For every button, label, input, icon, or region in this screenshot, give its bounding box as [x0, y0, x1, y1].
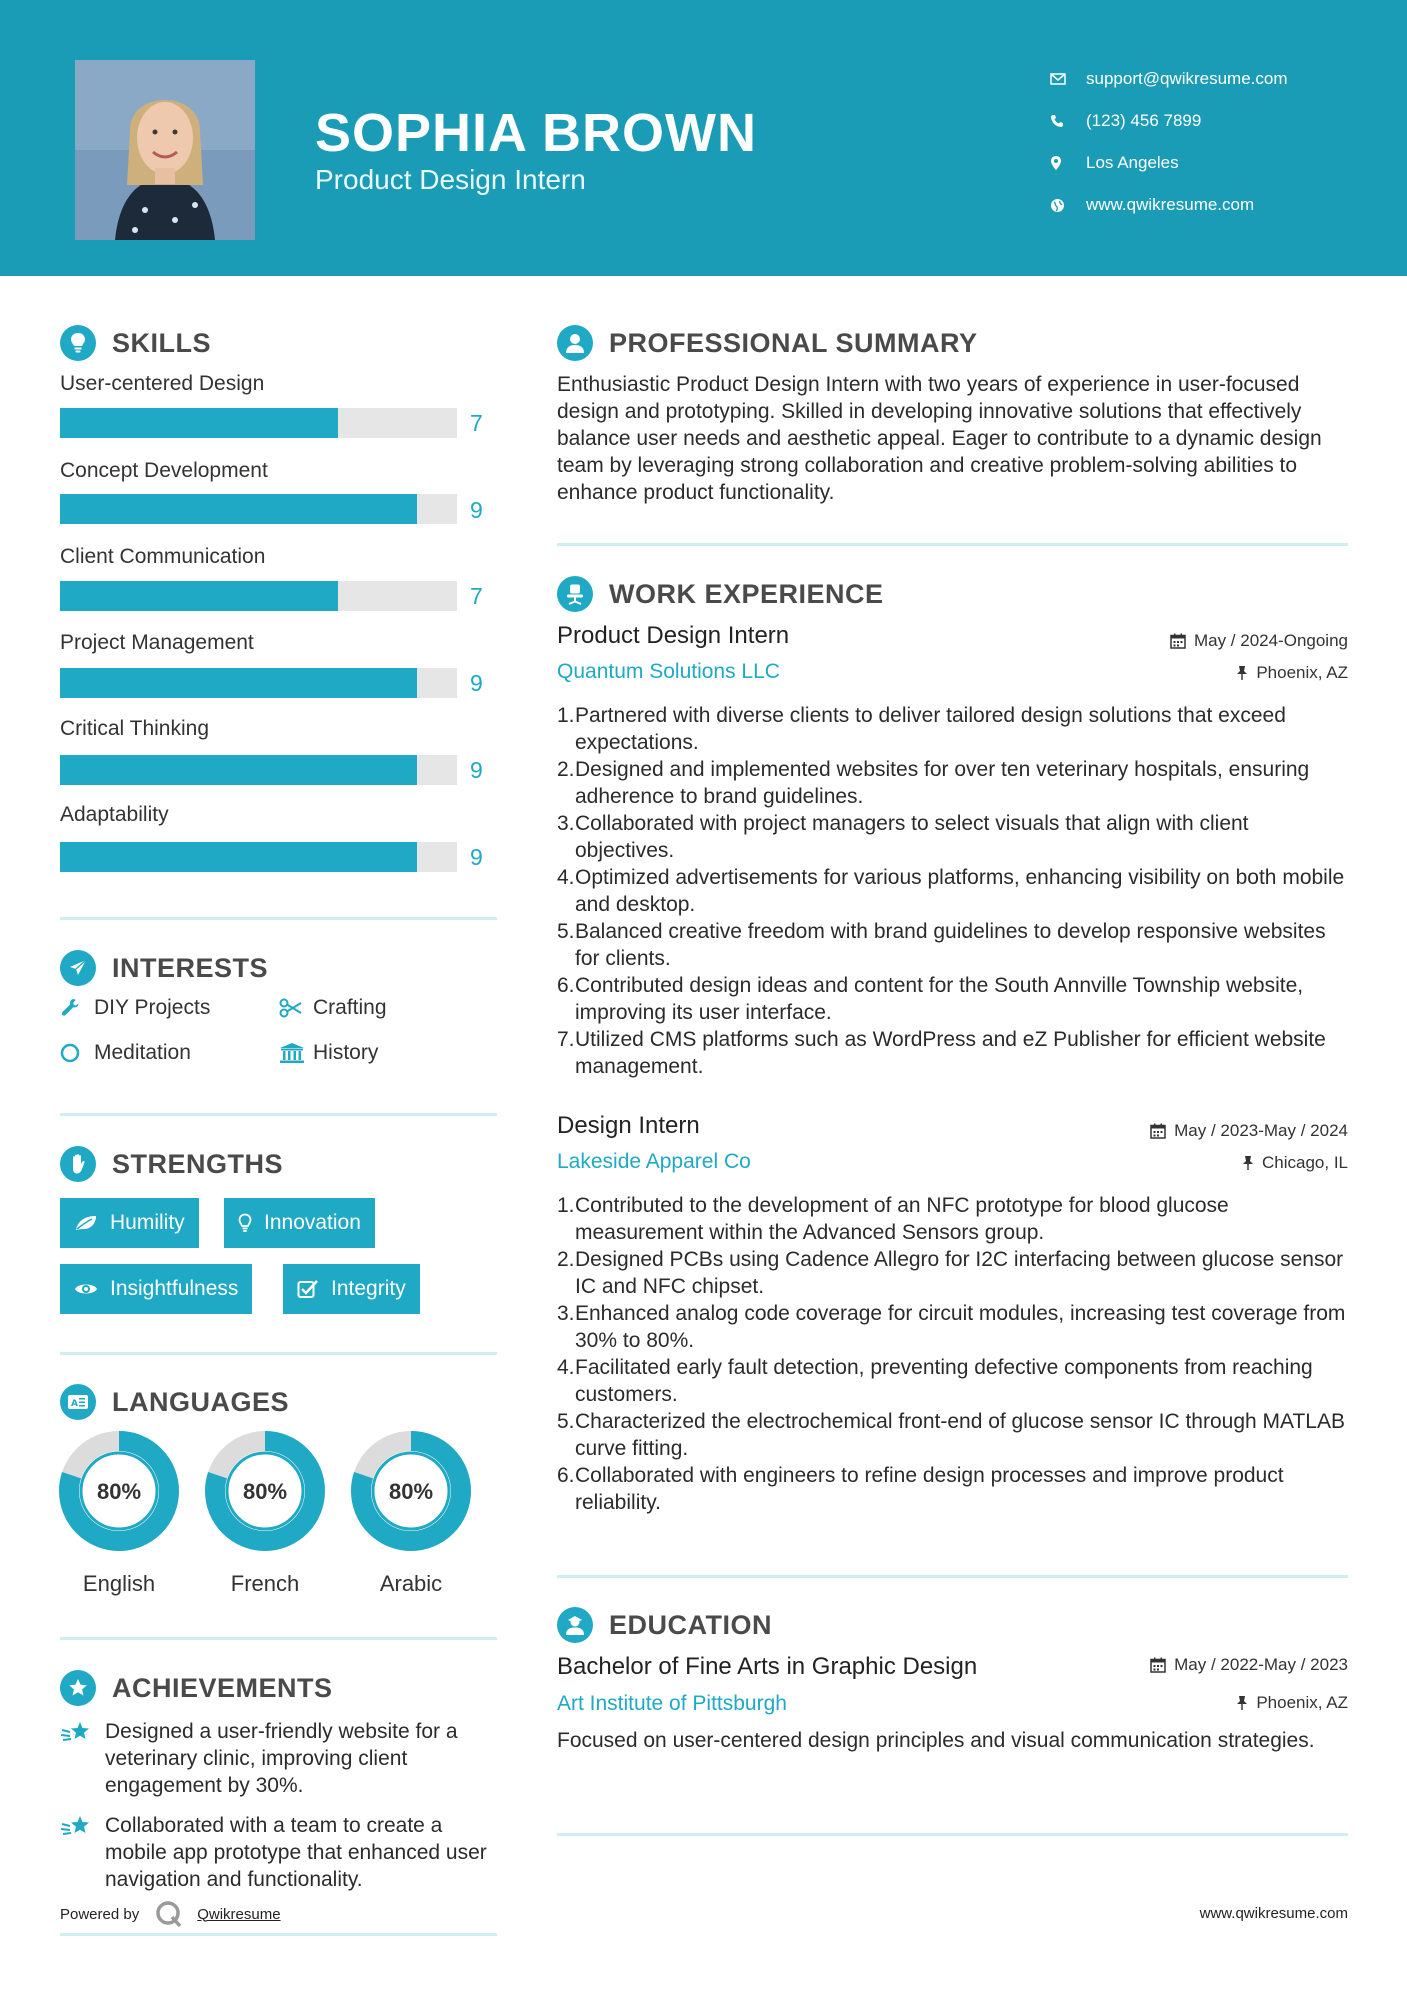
achievement-text: Collaborated with a team to create a mobile app prototype that enhanced user navigation and functionality. — [105, 1814, 487, 1891]
education-dates — [1150, 1655, 1348, 1675]
footer-website[interactable]: www.qwikresume.com — [1199, 1905, 1348, 1922]
candidate-title: Product Design Intern — [315, 164, 586, 195]
job-bullet-text: Designed and implemented websites for over ten veterinary hospitals, ensuring adherence to brand guidelines. — [575, 758, 1310, 808]
interest-item — [60, 996, 210, 1020]
skill-label: Concept Development — [60, 459, 268, 482]
skill-level: 9 — [470, 757, 483, 783]
skill-level: 7 — [470, 410, 483, 436]
skill-bar-fill — [60, 755, 417, 785]
section-divider — [60, 1637, 497, 1640]
job-bullet: 6. Collaborated with engineers to refine design processes and improve product reliability. — [557, 1462, 1347, 1516]
skill-label: User-centered Design — [60, 372, 265, 395]
calendar-icon — [1170, 633, 1186, 649]
skill-bar-fill — [60, 581, 338, 611]
raised-hand-icon — [60, 1146, 96, 1182]
job-title: Design Intern — [557, 1112, 700, 1139]
job-bullet-text: Utilized CMS platforms such as WordPress and eZ Publisher for efficient website management. — [575, 1028, 1326, 1078]
degree-title: Bachelor of Fine Arts in Graphic Design — [557, 1653, 978, 1680]
skill-bar-fill — [60, 842, 417, 872]
education-description: Focused on user-centered design principles and visual communication strategies. — [557, 1729, 1315, 1752]
summary-heading-text: PROFESSIONAL SUMMARY — [609, 327, 978, 358]
skill-label: Critical Thinking — [60, 717, 209, 740]
interest-label: History — [313, 1041, 379, 1064]
skill-bar-fill — [60, 408, 338, 438]
summary-text: Enthusiastic Product Design Intern with two years of experience in user-focused design and prototyping. Skilled in developing innovative solutions that effectively balance user needs and aesthetic appeal. Eager to contribute to a dynamic design team by leveraging strong collaboration and creative problem-solving abilities to enhance product functionality. — [557, 373, 1322, 504]
language-percent: 80% — [242, 1479, 288, 1504]
section-divider — [60, 1933, 497, 1936]
language-ring — [350, 1430, 472, 1552]
job-bullets — [557, 1192, 1347, 1516]
contact-phone[interactable] — [1050, 100, 1288, 142]
job-dates-text: May / 2023-May / 2024 — [1174, 1121, 1348, 1140]
job-bullet: 4. Facilitated early fault detection, preventing defective components from reaching customers. — [557, 1354, 1347, 1408]
user-icon — [557, 325, 593, 361]
job-title: Product Design Intern — [557, 622, 790, 649]
skill-bar — [60, 842, 457, 872]
contact-location — [1050, 142, 1288, 184]
experience-heading-text: WORK EXPERIENCE — [609, 578, 884, 609]
contact-phone-text: (123) 456 7899 — [1086, 111, 1202, 130]
interest-item — [60, 1041, 191, 1065]
job-bullet: 2. Designed and implemented websites for over ten veterinary hospitals, ensuring adherence to brand guidelines. — [557, 756, 1347, 810]
job-bullet: 1. Contributed to the development of an NFC prototype for blood glucose measurement within the Advanced Sensors group. — [557, 1192, 1347, 1246]
globe-icon — [1050, 198, 1086, 213]
achievement-text: Designed a user-friendly website for a veterinary clinic, improving client engagement by 30%. — [105, 1720, 458, 1797]
section-divider — [557, 1575, 1348, 1578]
strength-label: Integrity — [331, 1277, 406, 1300]
education-location — [1236, 1693, 1348, 1713]
interests-heading — [60, 950, 268, 986]
lightbulb-icon — [60, 325, 96, 361]
job-bullet-text: Contributed to the development of an NFC prototype for blood glucose measurement within the Advanced Sensors group. — [575, 1194, 1229, 1244]
achievements-heading — [60, 1670, 333, 1706]
skill-level: 9 — [470, 844, 483, 870]
language-name: English — [82, 1571, 156, 1596]
language-percent: 80% — [388, 1479, 434, 1504]
section-divider — [60, 1113, 497, 1116]
company-name: Quantum Solutions LLC — [557, 660, 780, 683]
job-bullet: 1. Partnered with diverse clients to deliver tailored design solutions that exceed expectations. — [557, 702, 1347, 756]
skills-heading-text: SKILLS — [112, 327, 212, 358]
job-location-text: Phoenix, AZ — [1256, 663, 1348, 682]
interest-label: DIY Projects — [94, 996, 211, 1019]
job-dates-text: May / 2024-Ongoing — [1193, 631, 1348, 650]
eye-icon — [74, 1281, 98, 1297]
job-bullet: 6. Contributed design ideas and content for the South Annville Township website, improving its user interface. — [557, 972, 1347, 1026]
museum-icon — [279, 1042, 313, 1064]
skill-level: 7 — [470, 583, 483, 609]
job-bullet-text: Collaborated with engineers to refine design processes and improve product reliability. — [575, 1464, 1284, 1514]
pushpin-icon — [1236, 1695, 1248, 1711]
contact-list — [1050, 58, 1288, 226]
strength-tag — [283, 1264, 420, 1314]
achievements-heading-text: ACHIEVEMENTS — [112, 1672, 333, 1703]
qwikresume-logo-icon — [155, 1900, 183, 1928]
brand-link[interactable]: Qwikresume — [197, 1905, 281, 1923]
skill-level: 9 — [470, 497, 483, 523]
job-bullet-text: Facilitated early fault detection, preventing defective components from reaching customers. — [575, 1356, 1313, 1406]
skill-label: Adaptability — [60, 803, 169, 826]
job-location — [1242, 1153, 1348, 1173]
interest-label: Meditation — [94, 1041, 191, 1064]
education-heading — [557, 1607, 772, 1643]
job-bullets — [557, 702, 1347, 1080]
language-item — [350, 1430, 472, 1597]
shooting-star-icon — [60, 1812, 105, 1893]
education-heading-text: EDUCATION — [609, 1609, 772, 1640]
contact-email[interactable] — [1050, 58, 1288, 100]
paper-plane-icon — [60, 950, 96, 986]
lightbulb-icon — [238, 1213, 252, 1233]
job-bullet: 5. Characterized the electrochemical front-end of glucose sensor IC through MATLAB curve fitting. — [557, 1410, 1345, 1460]
skill-bar — [60, 494, 457, 524]
job-bullet: 5. Balanced creative freedom with brand guidelines to develop responsive websites for clients. — [557, 918, 1347, 972]
profile-photo — [75, 60, 255, 240]
language-name: French — [230, 1571, 300, 1596]
school-name: Art Institute of Pittsburgh — [557, 1692, 787, 1715]
language-ring — [204, 1430, 326, 1552]
education-dates-text: May / 2022-May / 2023 — [1174, 1655, 1348, 1674]
job-dates — [1150, 1121, 1348, 1141]
strength-label: Innovation — [264, 1211, 361, 1234]
language-item — [58, 1430, 180, 1597]
job-bullet-text: Characterized the electrochemical front-end of glucose sensor IC through MATLAB curve fitting. — [575, 1410, 1345, 1460]
pushpin-icon — [1242, 1155, 1254, 1171]
svg-text:A: A — [71, 1399, 79, 1409]
job-location — [1236, 663, 1348, 683]
location-pin-icon — [1050, 155, 1086, 171]
interest-item — [279, 1041, 378, 1065]
skill-label: Client Communication — [60, 545, 266, 568]
skills-heading — [60, 325, 211, 361]
skill-bar-fill — [60, 494, 417, 524]
graduate-icon — [557, 1607, 593, 1643]
skill-bar — [60, 581, 457, 611]
job-bullet-text: Partnered with diverse clients to deliver tailored design solutions that exceed expectations. — [575, 704, 1286, 754]
job-dates — [1170, 631, 1348, 651]
calendar-icon — [1150, 1123, 1166, 1139]
strength-label: Humility — [110, 1211, 185, 1234]
job-bullet-text: Contributed design ideas and content for the South Annville Township website, improving its user interface. — [575, 974, 1304, 1024]
job-bullet: 2. Designed PCBs using Cadence Allegro for I2C interfacing between glucose sensor IC and NFC chipset. — [557, 1246, 1347, 1300]
skill-bar-fill — [60, 668, 417, 698]
job-bullet: 3. Collaborated with project managers to select visuals that align with client objectives. — [557, 810, 1347, 864]
strength-label: Insightfulness — [110, 1277, 239, 1300]
job-bullet: 4. Optimized advertisements for various platforms, enhancing visibility on both mobile and desktop. — [557, 864, 1347, 918]
experience-heading — [557, 576, 884, 612]
strength-tag — [60, 1264, 252, 1314]
star-badge-icon — [60, 1670, 96, 1706]
wrench-icon — [60, 997, 94, 1019]
job-bullet-text: Optimized advertisements for various platforms, enhancing visibility on both mobile and desktop. — [575, 866, 1345, 916]
checkbox-icon — [297, 1279, 319, 1299]
language-name: Arabic — [379, 1571, 443, 1596]
language-card-icon — [60, 1384, 96, 1420]
header — [0, 0, 1407, 276]
skill-level: 9 — [470, 670, 483, 696]
languages-heading — [60, 1384, 289, 1420]
shooting-star-icon — [60, 1718, 105, 1799]
circle-icon — [60, 1042, 94, 1064]
achievement-item — [60, 1718, 500, 1799]
language-percent: 80% — [96, 1479, 142, 1504]
scissors-icon — [279, 998, 313, 1018]
section-divider — [557, 1833, 1348, 1836]
job-bullet-text: Designed PCBs using Cadence Allegro for I2C interfacing between glucose sensor IC and NFC chipset. — [575, 1248, 1344, 1298]
company-name: Lakeside Apparel Co — [557, 1150, 751, 1173]
calendar-icon — [1150, 1657, 1166, 1673]
language-item — [204, 1430, 326, 1597]
summary-heading — [557, 325, 978, 361]
pushpin-icon — [1236, 665, 1248, 681]
skill-bar — [60, 755, 457, 785]
job-bullet: 3. Enhanced analog code coverage for circuit modules, increasing test coverage from 30% to 80%. — [557, 1302, 1346, 1352]
contact-email-text: support@qwikresume.com — [1086, 69, 1288, 88]
section-divider — [60, 1352, 497, 1355]
interests-heading-text: INTERESTS — [112, 952, 269, 983]
leaf-icon — [74, 1214, 98, 1232]
skill-label: Project Management — [60, 631, 254, 654]
job-bullet-text: Enhanced analog code coverage for circuit modules, increasing test coverage from 30% to 80%. — [575, 1302, 1346, 1352]
job-bullet: 7. Utilized CMS platforms such as WordPress and eZ Publisher for efficient website management. — [557, 1026, 1347, 1080]
candidate-name: SOPHIA BROWN — [315, 103, 757, 163]
interest-item — [279, 996, 387, 1020]
language-ring — [58, 1430, 180, 1552]
section-divider — [60, 917, 497, 920]
job-location-text: Chicago, IL — [1262, 1153, 1348, 1172]
powered-by — [60, 1900, 281, 1928]
skill-bar — [60, 408, 457, 438]
office-chair-icon — [557, 576, 593, 612]
job-bullet-text: Collaborated with project managers to select visuals that align with client objectives. — [575, 812, 1249, 862]
job-bullet-text: Balanced creative freedom with brand guidelines to develop responsive websites for clients. — [575, 920, 1326, 970]
strengths-heading — [60, 1146, 283, 1182]
powered-by-label: Powered by — [60, 1905, 140, 1923]
phone-icon — [1050, 114, 1086, 128]
mail-icon — [1050, 73, 1086, 85]
strengths-heading-text: STRENGTHS — [112, 1148, 284, 1179]
contact-website-text: www.qwikresume.com — [1086, 195, 1255, 214]
section-divider — [557, 543, 1348, 546]
contact-website[interactable] — [1050, 184, 1288, 226]
achievement-item — [60, 1812, 500, 1893]
languages-heading-text: LANGUAGES — [112, 1386, 290, 1417]
strength-tag — [224, 1198, 375, 1248]
strength-tag — [60, 1198, 199, 1248]
education-location-text: Phoenix, AZ — [1256, 1693, 1348, 1712]
interest-label: Crafting — [313, 996, 387, 1019]
contact-location-text: Los Angeles — [1086, 153, 1179, 172]
skill-bar — [60, 668, 457, 698]
